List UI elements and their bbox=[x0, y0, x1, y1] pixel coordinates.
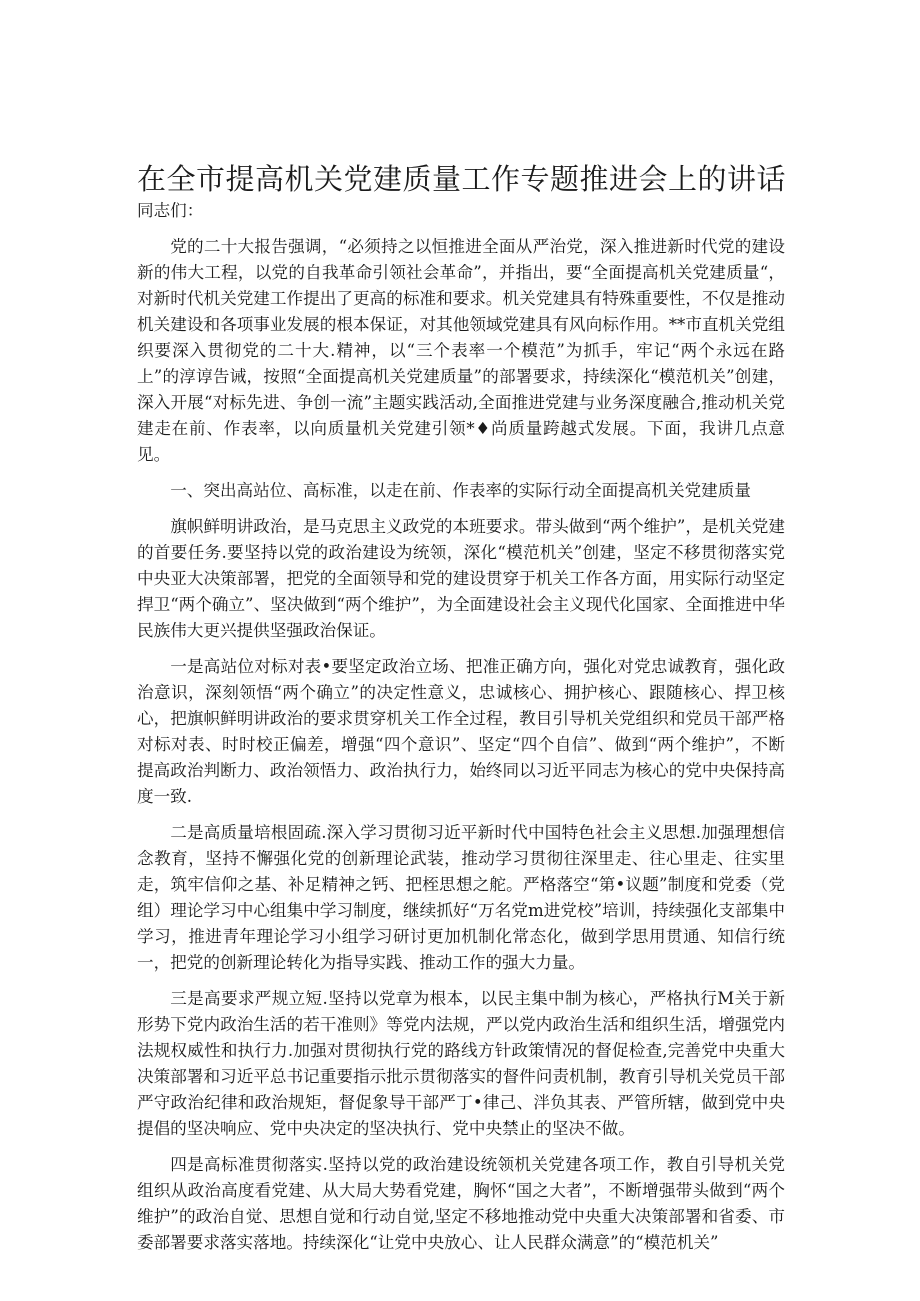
section-heading-1: 一、突出高站位、高标准，以走在前、作表率的实际行动全面提高机关党建质量 bbox=[170, 481, 751, 500]
paragraph-intro: 党的二十大报告强调，“必须持之以恒推进全面从严治党，深入推进新时代党的建设新的伟大工程，以党的自我革命引领社会革命”，并指出，要“全面提高机关党建质量“，对新时代机关党建工作提出了更高的标准和要求。机关党建具有特殊重要性，不仅是推动机关建设和各项事业发展的根本保证，对其他领域党建具有风向标作用。**市直机关党组织要深入贯彻党的二十大.精神，以“三个表率一个模范”为抓手，牢记“两个永远在路上”的淳谆告诫，按照“全面提高机关党建质量”的部署要求，持续深化“模范机关”创建，深入开展“对标先进、争创一流”主题实践活动,全面推进党建与业务深度融合,推动机关党建走在前、作表率，以向质量机关党建引领*♦尚质量跨越式发展。下面，我讲几点意见。 bbox=[137, 237, 785, 464]
paragraph-point-2: 二是高质量培根固疏.深入学习贯彻习近平新时代中国特色社会主义思想.加强理想信念教育，坚持不懈强化党的创新理论武装，推动学习贯彻往深里走、往心里走、往实里走，筑牢信仰之基、补足精神之钙、把桎思想之舵。严格落空“第•议题”制度和党委（党组）理论学习中心组集中学习制度，继续抓好“万名党m进党校”培训，持续强化支部集中学习，推进青年理论学习小组学习研讨更加机制化常态化，做到学思用贯通、知信行统一，把党的创新理论转化为指导实践、推动工作的强大力量。 bbox=[137, 823, 785, 972]
document-title: 在全市提高机关党建质量工作专题推进会上的讲话 bbox=[137, 162, 787, 197]
document-body bbox=[137, 198, 785, 1266]
paragraph-point-1: 一是高站位对标对表•要坚定政治立场、把准正确方向，强化对党忠诚教育，强化政治意识，深刻领悟“两个确立”的决定性意义，忠诚核心、拥护核心、跟随核心、捍卫核心，把旗帜鲜明讲政治的要求贯穿机关工作全过程，教目引导机关党组织和党员干部严格对标对表、时时校正偏差，增强“四个意识”、坚定“四个自信”、做到“两个维护”，不断提高政治判断力、政治领悟力、政治执行力，始终同以习近平同志为核心的党中央保持高度一致. bbox=[137, 657, 785, 806]
paragraph-point-4: 四是高标准贯彻落实.坚持以党的政治建设统领机关党建各项工作，教自引导机关党组织从政治高度看党建、从大局大势看党建，胸怀“国之大者”，不断增强带头做到“两个维护”的政治自觉、思想自觉和行动自觉,坚定不移地推动党中央重大决策部署和省委、市委部署要求落实落地。持续深化“让党中央放心、让人民群众满意”的“模范机关” bbox=[137, 1155, 785, 1252]
paragraph-point-3: 三是高要求严规立短.坚持以党章为根本，以民主集中制为核心，严格执行M关于新形势下党内政治生活的若干准则》等党内法规，严以党内政治生活和组织生活，增强党内法规权威性和执行力.加强对贯彻执行党的路线方针政策情况的督促检查,完善党中央重大决策部署和习近平总书记重要指示批示贯彻落实的督件问责机制，教育引导机关党员干部严守政治纪律和政治规矩，督促象导干部严丁•律己、泮负其表、严管所辖，做到党中央提倡的坚决响应、党中央决定的坚决执行、党中央禁止的坚决不做。 bbox=[137, 989, 785, 1138]
paragraph-political: 旗帜鲜明讲政治，是马克思主义政党的本班要求。带头做到“两个维护”，是机关党建的首要任务.要坚持以党的政治建设为统领，深化“模范机关”创建，坚定不移贯彻落实党中央亚大决策部署，把党的全面领导和党的建设贯穿于机关工作各方面，用实际行动坚定捍卫“两个确立”、坚决做到“两个维护”，为全面建设社会主义现代化国家、全面推进中华民族伟大更兴提供坚强政治保证。 bbox=[137, 517, 785, 640]
salutation: 同志们： bbox=[137, 201, 204, 220]
